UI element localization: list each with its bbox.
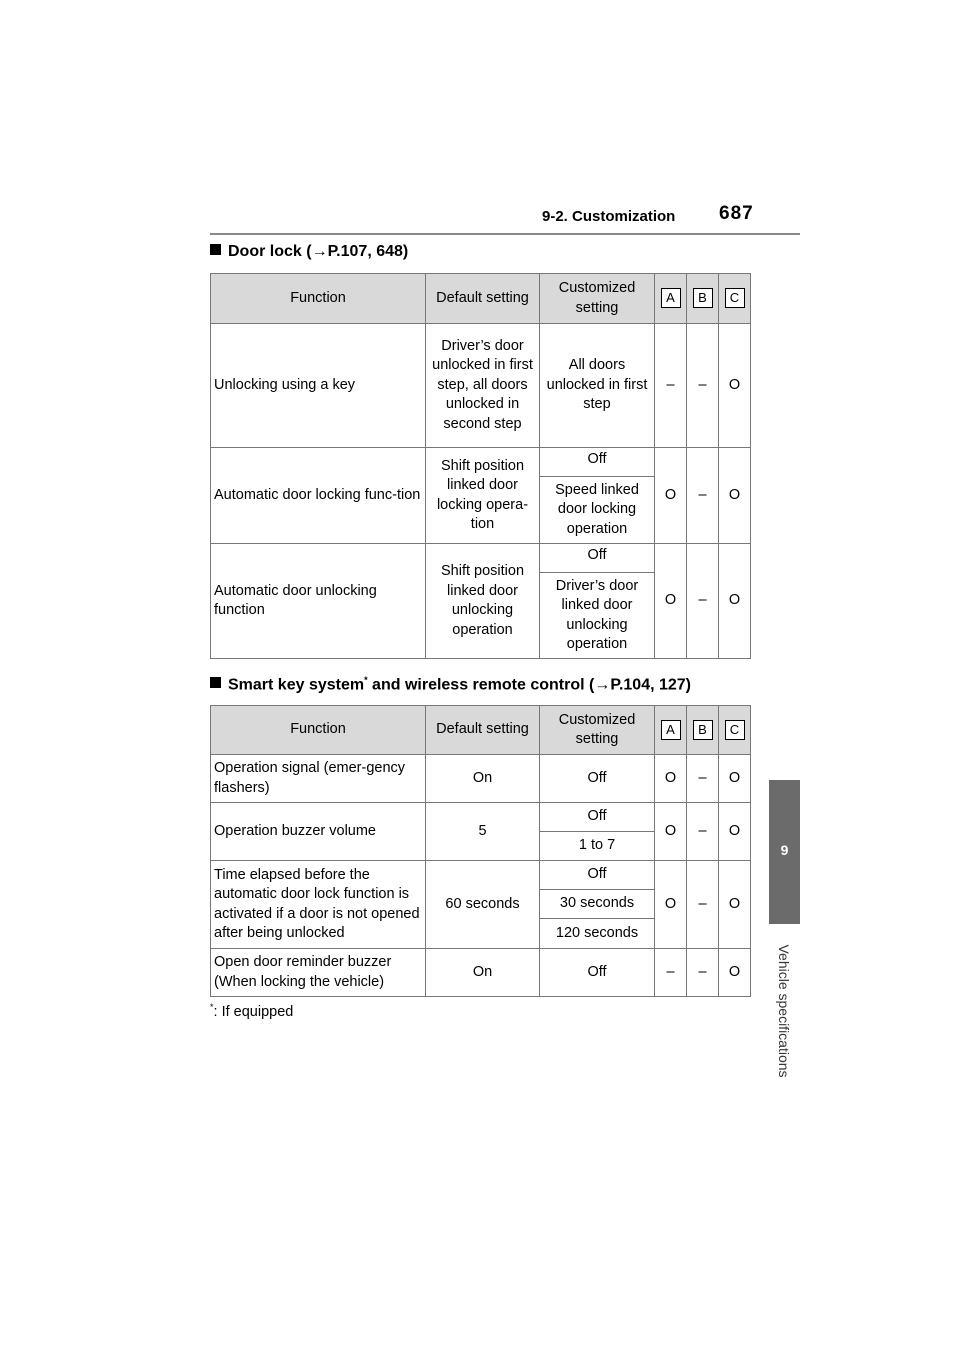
customized-cell: Off [540, 861, 655, 890]
table-row [211, 755, 751, 803]
default-cell: Driver’s door unlocked in first step, all doors unlocked in second step [426, 324, 540, 448]
function-cell: Operation buzzer volume [211, 803, 426, 861]
table-header-row [211, 706, 751, 755]
customized-cell: Off [540, 544, 655, 573]
customized-cell: Off [540, 448, 655, 477]
customized-cell: Speed linked door locking operation [540, 477, 655, 544]
a-cell: O [655, 448, 687, 544]
door-lock-heading-text: Door lock (→P.107, 648) [228, 243, 409, 260]
table-row [211, 544, 751, 573]
square-bullet-icon [210, 677, 221, 688]
a-cell: – [655, 949, 687, 997]
customized-cell: 120 seconds [540, 919, 655, 949]
c-cell: O [719, 949, 751, 997]
b-cell: – [687, 324, 719, 448]
smart-key-table [210, 705, 751, 997]
c-cell: O [719, 324, 751, 448]
b-cell: – [687, 755, 719, 803]
col-b [687, 706, 719, 755]
letter-c-box: C [725, 288, 745, 308]
letter-c-box: C [725, 720, 745, 740]
default-cell: On [426, 949, 540, 997]
table-row [211, 448, 751, 477]
customized-cell: Off [540, 949, 655, 997]
letter-b-box: B [693, 288, 713, 308]
a-cell: O [655, 861, 687, 949]
customized-cell: Driver’s door linked door unlocking operation [540, 573, 655, 659]
a-cell: O [655, 544, 687, 659]
customized-cell: All doors unlocked in first step [540, 324, 655, 448]
letter-a-box: A [661, 288, 681, 308]
table-header-row [211, 274, 751, 324]
col-default: Default setting [426, 706, 540, 755]
chapter-number: 9 [780, 842, 789, 858]
b-cell: – [687, 544, 719, 659]
door-lock-table [210, 273, 751, 659]
table-row [211, 861, 751, 890]
customized-cell: Off [540, 803, 655, 832]
a-cell: – [655, 324, 687, 448]
col-function: Function [211, 274, 426, 324]
default-cell: Shift position linked door unlocking operation [426, 544, 540, 659]
chapter-title: Vehicle specifications [776, 944, 792, 1078]
col-default: Default setting [426, 274, 540, 324]
c-cell: O [719, 861, 751, 949]
col-a [655, 274, 687, 324]
c-cell: O [719, 448, 751, 544]
customized-cell: 30 seconds [540, 890, 655, 919]
col-b [687, 274, 719, 324]
b-cell: – [687, 803, 719, 861]
b-cell: – [687, 949, 719, 997]
function-cell: Open door reminder buzzer (When locking the vehicle) [211, 949, 426, 997]
customized-cell: 1 to 7 [540, 832, 655, 861]
table-row [211, 324, 751, 448]
footnote [210, 1002, 293, 1020]
b-cell: – [687, 448, 719, 544]
default-cell: On [426, 755, 540, 803]
section-title: 9-2. Customization [542, 208, 676, 225]
customized-cell: Off [540, 755, 655, 803]
footnote-marker: * [210, 1002, 214, 1012]
table-row [211, 949, 751, 997]
function-cell: Operation signal (emer-gency flashers) [211, 755, 426, 803]
default-cell: 60 seconds [426, 861, 540, 949]
table-row [211, 803, 751, 832]
function-cell: Unlocking using a key [211, 324, 426, 448]
a-cell: O [655, 755, 687, 803]
col-function: Function [211, 706, 426, 755]
header-divider [210, 233, 800, 235]
function-cell: Time elapsed before the automatic door lock function is activated if a door is not opened after being unlocked [211, 861, 426, 949]
a-cell: O [655, 803, 687, 861]
smart-key-heading-text: Smart key system [228, 676, 365, 694]
smart-key-heading-text-2: and wireless remote control (→P.104, 127) [367, 676, 691, 694]
smart-key-heading [210, 675, 691, 694]
c-cell: O [719, 544, 751, 659]
letter-a-box: A [661, 720, 681, 740]
default-cell: Shift position linked door locking opera-tion [426, 448, 540, 544]
default-cell: 5 [426, 803, 540, 861]
c-cell: O [719, 755, 751, 803]
col-c [719, 706, 751, 755]
col-a [655, 706, 687, 755]
col-c [719, 274, 751, 324]
col-customized: Customized setting [540, 274, 655, 324]
door-lock-heading [210, 243, 408, 261]
chapter-label [774, 928, 794, 1094]
function-cell: Automatic door unlocking function [211, 544, 426, 659]
page-number: 687 [719, 203, 754, 224]
footnote-text: : If equipped [213, 1003, 294, 1020]
footnote-marker: * [364, 675, 368, 685]
c-cell: O [719, 803, 751, 861]
letter-b-box: B [693, 720, 713, 740]
function-cell: Automatic door locking func-tion [211, 448, 426, 544]
square-bullet-icon [210, 244, 221, 255]
b-cell: – [687, 861, 719, 949]
col-customized: Customized setting [540, 706, 655, 755]
